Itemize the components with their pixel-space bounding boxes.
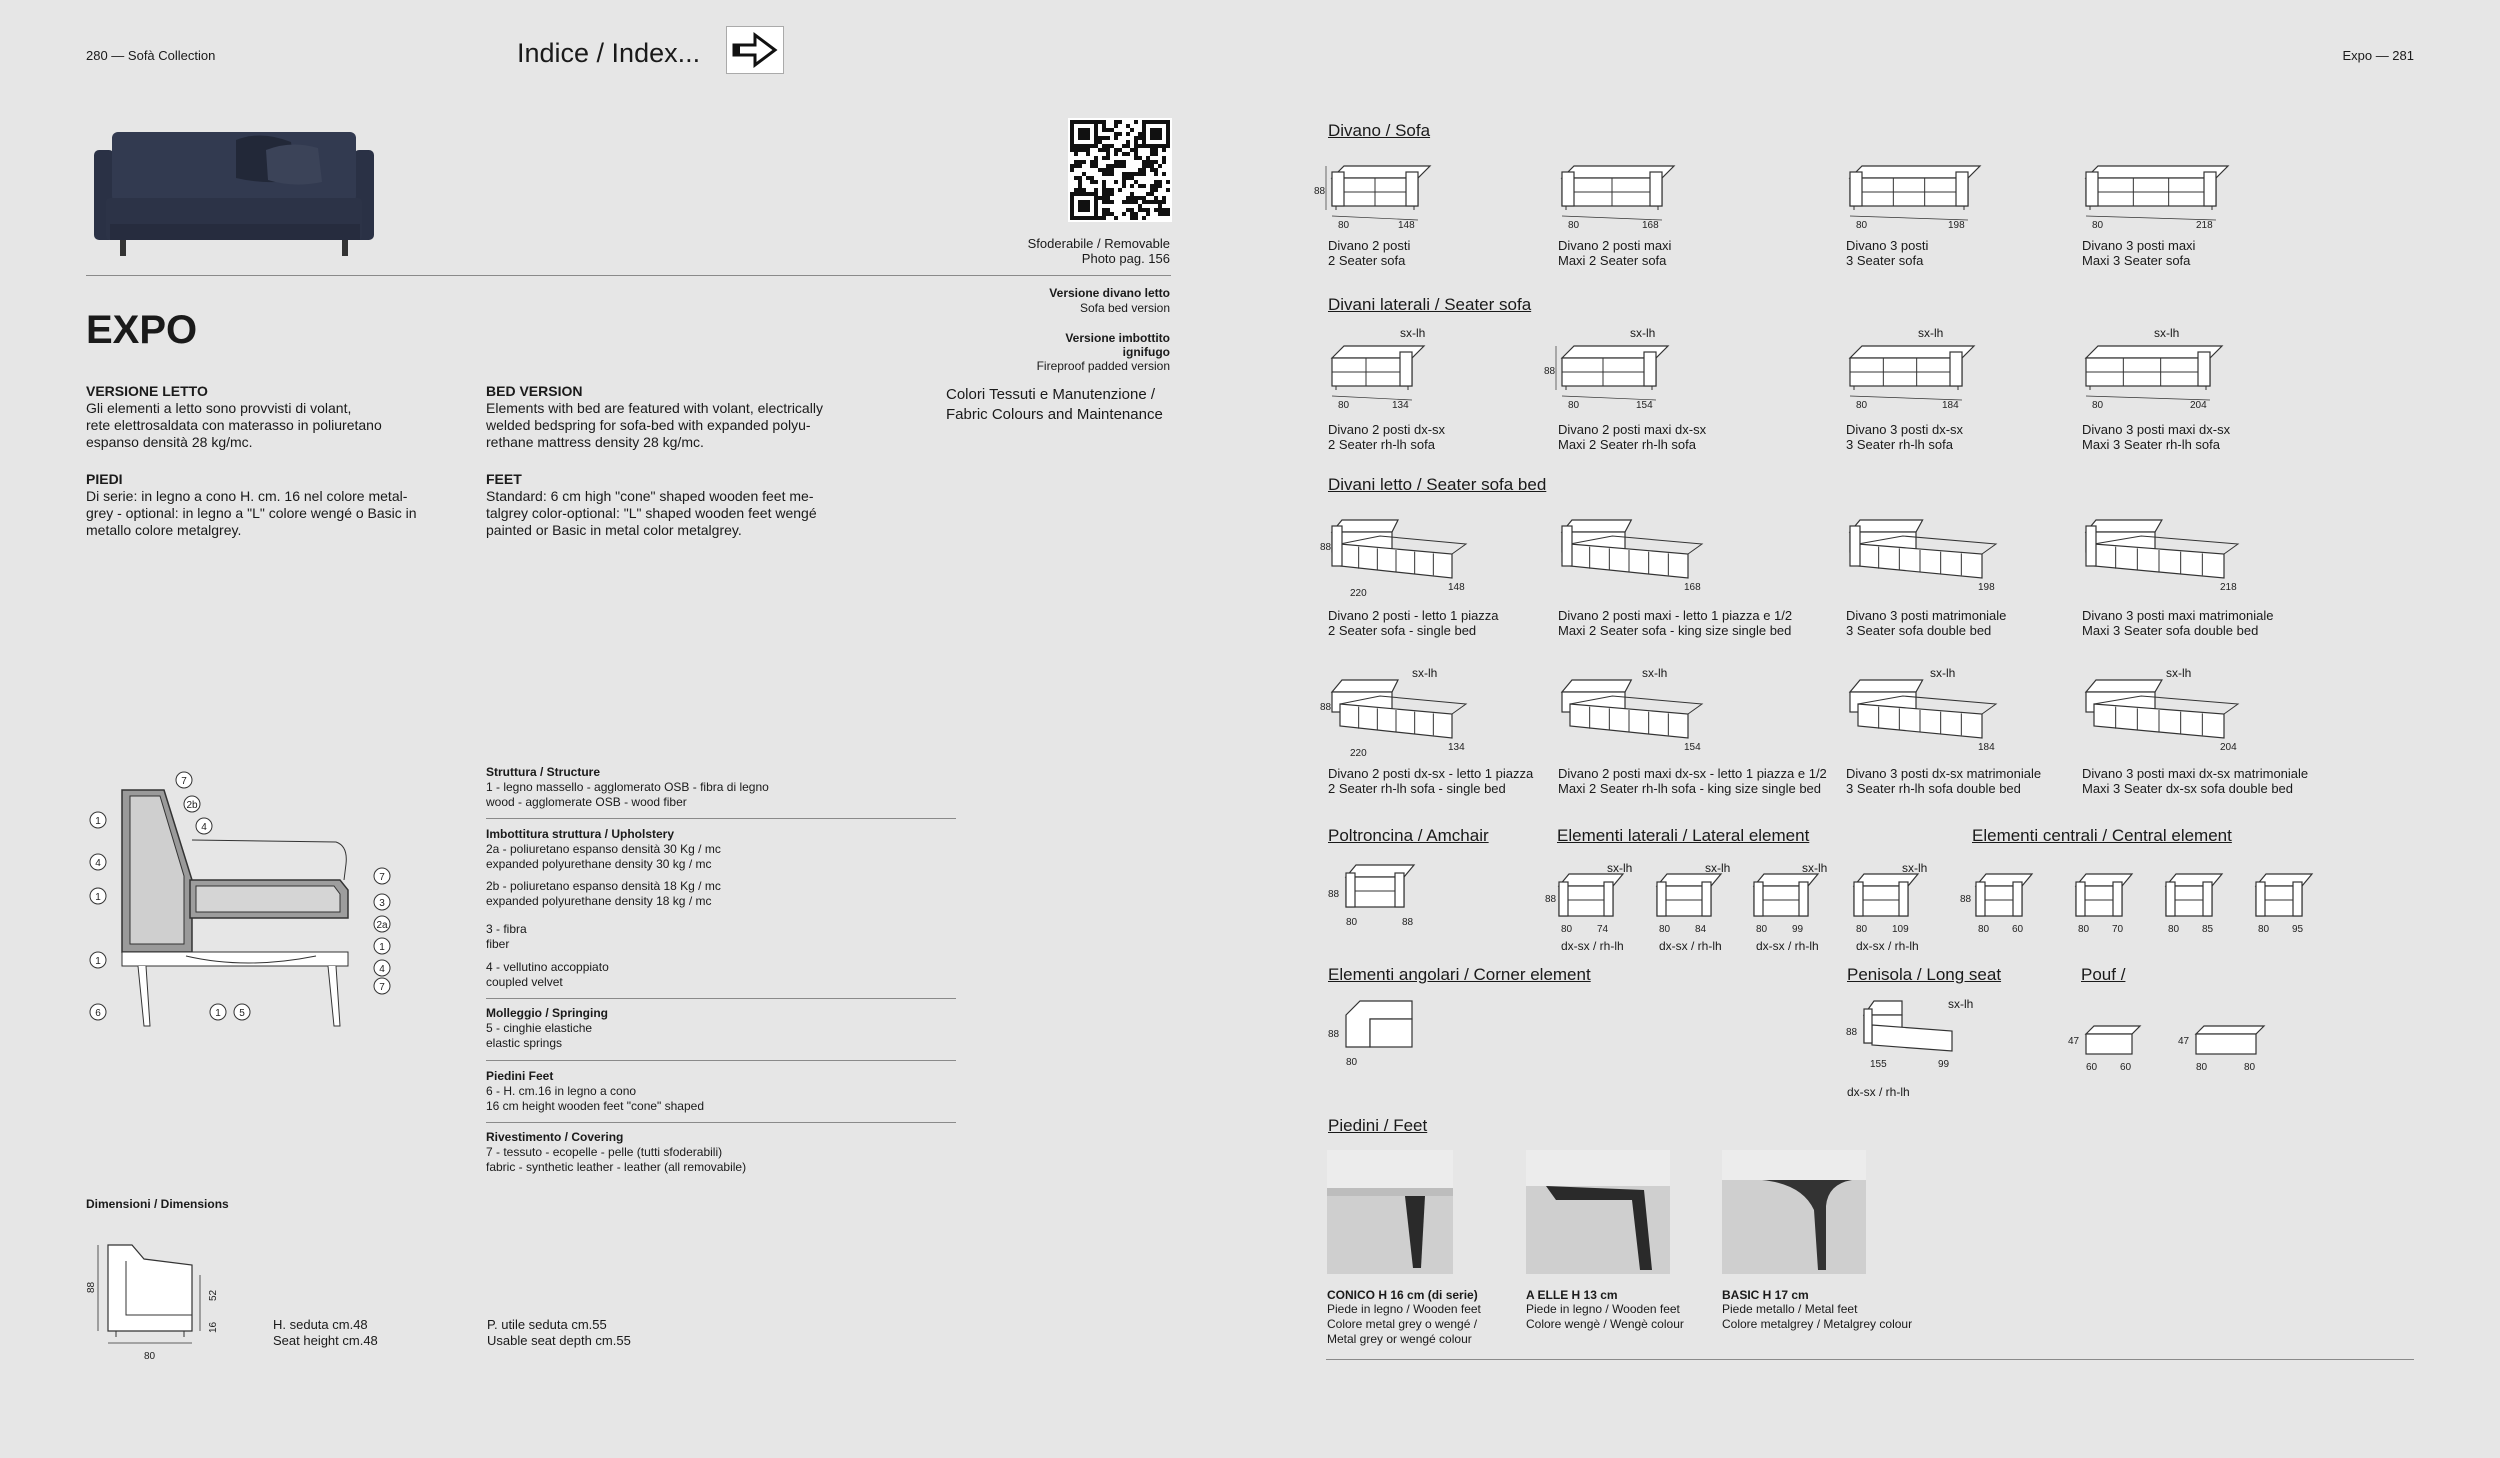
lateral-2-width-label: 184 bbox=[1942, 400, 1959, 411]
side-tag: sx-lh bbox=[1918, 326, 1944, 340]
side-tag: sx-lh bbox=[2154, 326, 2180, 340]
foot-conico-text: Piede in legno / Wooden feet Colore metal grey o wengé / Metal grey or wengé colour bbox=[1327, 1302, 1481, 1346]
callout-number: 7 bbox=[379, 982, 385, 993]
lateral-1-depth-label: 80 bbox=[1568, 400, 1580, 411]
sofa-thumbnail bbox=[2068, 150, 2258, 230]
callout-number: 4 bbox=[201, 822, 207, 833]
lateral-element-thumbnail bbox=[1547, 866, 1637, 942]
side-tag: sx-lh bbox=[1802, 861, 1828, 875]
feet-structure-text: 6 - H. cm.16 in legno a cono 16 cm height wooden feet "cone" shaped bbox=[486, 1084, 705, 1113]
foot-basic-text: Piede metallo / Metal feet Colore metalgrey / Metalgrey colour bbox=[1722, 1302, 1913, 1331]
callout-number: 1 bbox=[379, 942, 385, 953]
removable-note: Sfoderabile / Removable bbox=[1027, 236, 1170, 251]
side-foot-tag: dx-sx / rh-lh bbox=[1659, 939, 1722, 953]
corner-element-thumbnail bbox=[1326, 995, 1426, 1075]
pouf-depth-label: 60 bbox=[2086, 1062, 2098, 1073]
lateral-3-width-label: 204 bbox=[2190, 400, 2207, 411]
side-foot-tag: dx-sx / rh-lh bbox=[1847, 1085, 1910, 1099]
side-foot-tag: dx-sx / rh-lh bbox=[1756, 939, 1819, 953]
callout-number: 3 bbox=[379, 898, 385, 909]
bed-depth-label: 220 bbox=[1350, 588, 1367, 599]
lateral-sofa-thumbnail bbox=[1544, 330, 1698, 410]
central-element-width-label: 60 bbox=[2012, 924, 2024, 935]
lateral-sofa-thumbnail bbox=[1314, 330, 1454, 410]
lateral-element-thumbnail bbox=[1842, 866, 1932, 942]
sofa-bed-label: Divano 3 posti matrimoniale 3 Seater sofa double bed bbox=[1846, 608, 2007, 638]
section-sofa-bed: Divani letto / Seater sofa bed bbox=[1328, 475, 1547, 494]
sofa-bed-version-en: Sofa bed version bbox=[1079, 301, 1170, 315]
side-tag: sx-lh bbox=[1412, 666, 1438, 680]
side-tag: sx-lh bbox=[2166, 666, 2192, 680]
foot-photo-a-elle bbox=[1526, 1150, 1670, 1274]
sofa-0-height-label: 88 bbox=[1314, 186, 1326, 197]
armchair-width-label: 88 bbox=[1402, 917, 1414, 928]
lateral-element-width-label: 109 bbox=[1892, 924, 1909, 935]
index-arrow-button[interactable] bbox=[726, 26, 784, 74]
divider bbox=[486, 1122, 956, 1123]
divider bbox=[486, 998, 956, 999]
fireproof-it-1: Versione imbottito bbox=[1065, 331, 1170, 345]
lateral-sofa-label: Divano 3 posti dx-sx 3 Seater rh-lh sofa bbox=[1846, 422, 1964, 452]
lateral-0-width-label: 134 bbox=[1392, 400, 1409, 411]
pouf-width-label: 60 bbox=[2120, 1062, 2132, 1073]
armchair-thumbnail bbox=[1326, 855, 1426, 935]
central-element-width-label: 95 bbox=[2292, 924, 2304, 935]
lateral-sofa-bed-label: Divano 2 posti maxi dx-sx - letto 1 piazza e 1/2 Maxi 2 Seater rh-lh sofa - king size single bed bbox=[1558, 766, 1827, 796]
divider bbox=[486, 818, 956, 819]
sofa-bed-thumbnail bbox=[1544, 508, 1730, 600]
arrow-right-icon bbox=[727, 27, 783, 73]
pouf-height-label: 47 bbox=[2068, 1036, 2080, 1047]
section-sofa: Divano / Sofa bbox=[1328, 121, 1431, 140]
side-tag: sx-lh bbox=[1902, 861, 1928, 875]
central-element-thumbnail bbox=[1960, 866, 2044, 942]
sofa-bed-thumbnail bbox=[1314, 508, 1494, 600]
pouf-thumbnail bbox=[2066, 1020, 2162, 1080]
sofa-bed-label: Divano 2 posti maxi - letto 1 piazza e 1/2 Maxi 2 Seater sofa - king size single bed bbox=[1558, 608, 1793, 638]
foot-a-elle-title: A ELLE H 13 cm bbox=[1526, 1288, 1618, 1302]
foot-photo-basic bbox=[1722, 1150, 1866, 1274]
lateral-element-width-label: 99 bbox=[1792, 924, 1804, 935]
side-tag: sx-lh bbox=[1400, 326, 1426, 340]
armchair-depth-label: 80 bbox=[1346, 917, 1358, 928]
upholstery-3: 3 - fibra fiber bbox=[486, 922, 527, 951]
lateral-element-depth-label: 80 bbox=[1756, 924, 1768, 935]
product-name: EXPO bbox=[86, 308, 198, 352]
central-element-depth-label: 80 bbox=[2168, 924, 2180, 935]
foot-photo-conico bbox=[1327, 1150, 1453, 1274]
structure-text: 1 - legno massello - agglomerato OSB - fibra di legno wood - agglomerate OSB - wood fiber bbox=[486, 780, 769, 809]
dim-80: 80 bbox=[144, 1351, 156, 1362]
bed-width-label: 198 bbox=[1978, 582, 1995, 593]
sofa-thumbnail bbox=[1314, 150, 1460, 230]
photo-reference: Photo pag. 156 bbox=[1081, 251, 1170, 266]
covering-text: 7 - tessuto - ecopelle - pelle (tutti sfoderabili) fabric - synthetic leather - leather (all removabile) bbox=[486, 1145, 747, 1174]
feet-title-en: FEET bbox=[486, 471, 522, 487]
bed-height-label: 88 bbox=[1320, 542, 1332, 553]
bed-width-label: 154 bbox=[1684, 742, 1701, 753]
lateral-sofa-bed-thumbnail bbox=[1314, 668, 1494, 760]
colours-maintenance-link[interactable]: Colori Tessuti e Manutenzione / Fabric Colours and Maintenance bbox=[946, 386, 1163, 423]
corner-height-label: 88 bbox=[1328, 1029, 1340, 1040]
corner-depth-label: 80 bbox=[1346, 1057, 1358, 1068]
lateral-sofa-bed-thumbnail bbox=[2068, 668, 2266, 760]
callout-number: 2a bbox=[376, 920, 388, 931]
upholstery-4: 4 - vellutino accoppiato coupled velvet bbox=[486, 960, 609, 989]
central-element-depth-label: 80 bbox=[1978, 924, 1990, 935]
bed-width-label: 204 bbox=[2220, 742, 2237, 753]
central-element-depth-label: 80 bbox=[2258, 924, 2270, 935]
foot-basic-title: BASIC H 17 cm bbox=[1722, 1288, 1809, 1302]
foot-conico-title: CONICO H 16 cm (di serie) bbox=[1327, 1288, 1478, 1302]
sofa-photo bbox=[86, 120, 386, 260]
lateral-3-depth-label: 80 bbox=[2092, 400, 2104, 411]
sofa-bed-thumbnail bbox=[1832, 508, 2024, 600]
callout-number: 6 bbox=[95, 1008, 101, 1019]
side-tag: sx-lh bbox=[1705, 861, 1731, 875]
sofa-1-width-label: 168 bbox=[1642, 220, 1659, 231]
lateral-sofa-bed-label: Divano 3 posti maxi dx-sx matrimoniale Maxi 3 Seater dx-sx sofa double bed bbox=[2082, 766, 2309, 796]
sofa-0-width-label: 148 bbox=[1398, 220, 1415, 231]
lateral-sofa-bed-label: Divano 2 posti dx-sx - letto 1 piazza 2 Seater rh-lh sofa - single bed bbox=[1328, 766, 1534, 796]
lateral-0-depth-label: 80 bbox=[1338, 400, 1350, 411]
lateral-element-height-label: 88 bbox=[1545, 894, 1557, 905]
callout-number: 1 bbox=[95, 956, 101, 967]
lateral-sofa-thumbnail bbox=[2068, 330, 2252, 410]
central-element-height-label: 88 bbox=[1960, 894, 1972, 905]
section-diagram bbox=[86, 760, 416, 1030]
section-central-element: Elementi centrali / Central element bbox=[1972, 826, 2232, 845]
upholstery-2a: 2a - poliuretano espanso densità 30 Kg / mc expanded polyurethane density 30 kg / mc bbox=[486, 842, 721, 871]
side-tag: sx-lh bbox=[1930, 666, 1956, 680]
section-lateral-element: Elementi laterali / Lateral element bbox=[1557, 826, 1810, 845]
side-tag: sx-lh bbox=[1948, 997, 1974, 1011]
index-link[interactable]: Indice / Index... bbox=[517, 38, 701, 68]
lateral-element-depth-label: 80 bbox=[1561, 924, 1573, 935]
bed-height-label: 88 bbox=[1320, 702, 1332, 713]
sofa-2-width-label: 198 bbox=[1948, 220, 1965, 231]
bed-width-label: 184 bbox=[1978, 742, 1995, 753]
side-tag: sx-lh bbox=[1642, 666, 1668, 680]
sofa-label: Divano 3 posti 3 Seater sofa bbox=[1846, 238, 1929, 268]
lateral-1-height-label: 88 bbox=[1544, 366, 1556, 377]
pouf-depth-label: 80 bbox=[2196, 1062, 2208, 1073]
section-corner-element: Elementi angolari / Corner element bbox=[1328, 965, 1591, 984]
lateral-element-width-label: 84 bbox=[1695, 924, 1707, 935]
callout-number: 4 bbox=[95, 858, 101, 869]
lateral-sofa-bed-label: Divano 3 posti dx-sx matrimoniale 3 Seater rh-lh sofa double bed bbox=[1846, 766, 2042, 796]
callout-number: 7 bbox=[181, 776, 187, 787]
lateral-2-depth-label: 80 bbox=[1856, 400, 1868, 411]
callout-number: 2b bbox=[186, 800, 198, 811]
divider bbox=[486, 1060, 956, 1061]
divider bbox=[1326, 1359, 2414, 1360]
lateral-element-depth-label: 80 bbox=[1659, 924, 1671, 935]
bed-width-label: 148 bbox=[1448, 582, 1465, 593]
left-page-number: 280 — Sofà Collection bbox=[86, 48, 216, 63]
bed-depth-label: 220 bbox=[1350, 748, 1367, 759]
lateral-element-depth-label: 80 bbox=[1856, 924, 1868, 935]
sofa-0-depth-label: 80 bbox=[1338, 220, 1350, 231]
sofa-label: Divano 2 posti maxi Maxi 2 Seater sofa bbox=[1558, 238, 1672, 268]
section-pouf: Pouf / bbox=[2081, 965, 2126, 984]
lateral-element-width-label: 74 bbox=[1597, 924, 1609, 935]
section-feet: Piedini / Feet bbox=[1328, 1116, 1428, 1135]
lateral-element-thumbnail bbox=[1645, 866, 1735, 942]
section-lateral-sofa: Divani laterali / Seater sofa bbox=[1328, 295, 1532, 314]
armchair-height-label: 88 bbox=[1328, 889, 1340, 900]
central-element-thumbnail bbox=[2064, 866, 2144, 942]
side-foot-tag: dx-sx / rh-lh bbox=[1856, 939, 1919, 953]
feet-title-it: PIEDI bbox=[86, 471, 123, 487]
structure-title: Struttura / Structure bbox=[486, 765, 601, 779]
long-seat-height-label: 88 bbox=[1846, 1027, 1858, 1038]
side-tag: sx-lh bbox=[1607, 861, 1633, 875]
callout-number: 1 bbox=[215, 1008, 221, 1019]
bed-width-label: 168 bbox=[1684, 582, 1701, 593]
sofa-3-width-label: 218 bbox=[2196, 220, 2213, 231]
central-element-thumbnail bbox=[2244, 866, 2324, 942]
pouf-height-label: 47 bbox=[2178, 1036, 2190, 1047]
dimensions-diagram bbox=[86, 1225, 226, 1365]
sofa-bed-thumbnail bbox=[2068, 508, 2266, 600]
central-element-thumbnail bbox=[2154, 866, 2234, 942]
bed-width-label: 218 bbox=[2220, 582, 2237, 593]
long-seat-width-label: 99 bbox=[1938, 1059, 1950, 1070]
bed-version-text-it: Gli elementi a letto sono provvisti di volant, rete elettrosaldata con materasso in poliuretano espanso densità 28 kg/mc. bbox=[86, 400, 382, 450]
sofa-bed-label: Divano 3 posti maxi matrimoniale Maxi 3 Seater sofa double bed bbox=[2082, 608, 2274, 638]
dim-52: 52 bbox=[208, 1289, 219, 1301]
lateral-element-thumbnail bbox=[1742, 866, 1832, 942]
sofa-bed-label: Divano 2 posti - letto 1 piazza 2 Seater sofa - single bed bbox=[1328, 608, 1499, 638]
seat-depth: P. utile seduta cm.55 Usable seat depth cm.55 bbox=[487, 1317, 631, 1348]
sofa-bed-version-it: Versione divano letto bbox=[1049, 286, 1170, 300]
section-armchair: Poltroncina / Amchair bbox=[1328, 826, 1489, 845]
bed-width-label: 134 bbox=[1448, 742, 1465, 753]
sofa-label: Divano 2 posti 2 Seater sofa bbox=[1328, 238, 1411, 268]
feet-structure-title: Piedini Feet bbox=[486, 1069, 554, 1083]
long-seat-depth-label: 155 bbox=[1870, 1059, 1887, 1070]
callout-number: 1 bbox=[95, 816, 101, 827]
callout-number: 5 bbox=[239, 1008, 245, 1019]
sofa-label: Divano 3 posti maxi Maxi 3 Seater sofa bbox=[2082, 238, 2196, 268]
foot-a-elle-text: Piede in legno / Wooden feet Colore wengè / Wengè colour bbox=[1526, 1302, 1684, 1331]
upholstery-title: Imbottitura struttura / Upholstery bbox=[486, 827, 675, 841]
lateral-sofa-label: Divano 2 posti dx-sx 2 Seater rh-lh sofa bbox=[1328, 422, 1446, 452]
feet-text-it: Di serie: in legno a cono H. cm. 16 nel colore metal- grey - optional: in legno a "L" colore wengé o Basic in metallo colore metalgrey. bbox=[86, 488, 417, 538]
pouf-width-label: 80 bbox=[2244, 1062, 2256, 1073]
fireproof-en: Fireproof padded version bbox=[1036, 359, 1170, 373]
callout-number: 1 bbox=[95, 892, 101, 903]
side-tag: sx-lh bbox=[1630, 326, 1656, 340]
sofa-thumbnail bbox=[1544, 150, 1704, 230]
sofa-2-depth-label: 80 bbox=[1856, 220, 1868, 231]
qr-code[interactable] bbox=[1068, 118, 1172, 222]
divider bbox=[86, 275, 1171, 276]
sofa-3-depth-label: 80 bbox=[2092, 220, 2104, 231]
covering-title: Rivestimento / Covering bbox=[486, 1130, 624, 1144]
bed-version-title-en: BED VERSION bbox=[486, 383, 583, 399]
central-element-width-label: 85 bbox=[2202, 924, 2214, 935]
pouf-thumbnail bbox=[2176, 1020, 2286, 1080]
lateral-1-width-label: 154 bbox=[1636, 400, 1653, 411]
lateral-sofa-label: Divano 2 posti maxi dx-sx Maxi 2 Seater rh-lh sofa bbox=[1558, 422, 1707, 452]
feet-text-en: Standard: 6 cm high "cone" shaped wooden feet me- talgrey color-optional: "L" shaped wooden feet wengé painted or Basic in metal color metalgrey. bbox=[486, 488, 817, 538]
lateral-sofa-thumbnail bbox=[1832, 330, 2004, 410]
side-foot-tag: dx-sx / rh-lh bbox=[1561, 939, 1624, 953]
springing-title: Molleggio / Springing bbox=[486, 1006, 608, 1020]
dimensions-title: Dimensioni / Dimensions bbox=[86, 1197, 229, 1211]
springing-text: 5 - cinghie elastiche elastic springs bbox=[486, 1021, 593, 1050]
upholstery-2b: 2b - poliuretano espanso densità 18 Kg / mc expanded polyurethane density 18 kg / mc bbox=[486, 879, 721, 908]
bed-version-text-en: Elements with bed are featured with volant, electrically welded bedspring for sofa-bed with expanded polyu- rethane mattress density 28 kg/mc. bbox=[486, 400, 823, 450]
callout-number: 4 bbox=[379, 964, 385, 975]
dim-16: 16 bbox=[208, 1321, 219, 1333]
central-element-depth-label: 80 bbox=[2078, 924, 2090, 935]
lateral-sofa-bed-thumbnail bbox=[1544, 668, 1730, 760]
lateral-sofa-bed-thumbnail bbox=[1832, 668, 2024, 760]
section-long-seat: Penisola / Long seat bbox=[1847, 965, 2002, 984]
right-page-number: Expo — 281 bbox=[2342, 48, 2414, 63]
sofa-1-depth-label: 80 bbox=[1568, 220, 1580, 231]
central-element-width-label: 70 bbox=[2112, 924, 2124, 935]
lateral-sofa-label: Divano 3 posti maxi dx-sx Maxi 3 Seater rh-lh sofa bbox=[2082, 422, 2231, 452]
seat-height: H. seduta cm.48 Seat height cm.48 bbox=[273, 1317, 378, 1348]
bed-version-title-it: VERSIONE LETTO bbox=[86, 383, 208, 399]
fireproof-it-2: ignifugo bbox=[1122, 345, 1170, 359]
sofa-thumbnail bbox=[1832, 150, 2010, 230]
dim-88: 88 bbox=[86, 1281, 97, 1293]
callout-number: 7 bbox=[379, 872, 385, 883]
